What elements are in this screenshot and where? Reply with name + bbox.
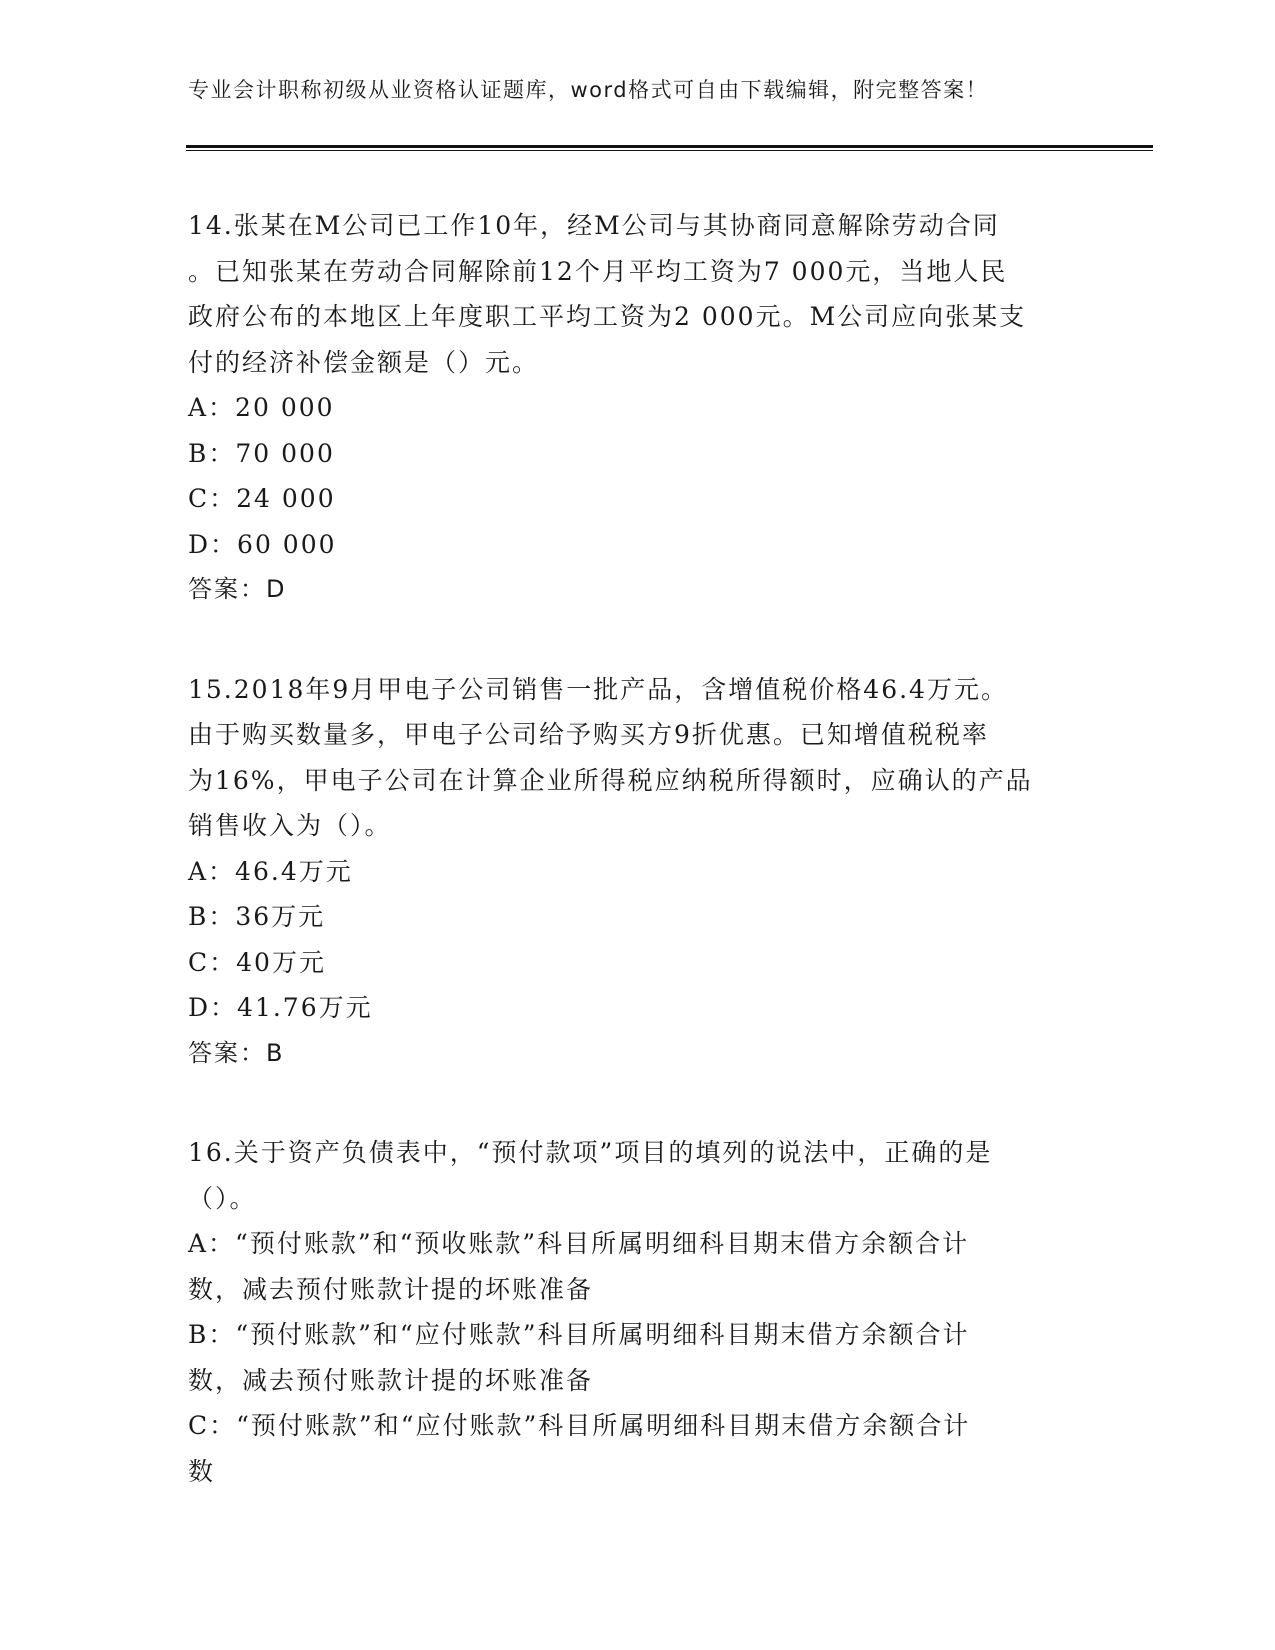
option-d: D：41.76万元 [188, 993, 373, 1022]
stem-line: 。已知张某在劳动合同解除前12个月平均工资为7 000元，当地人民 [188, 256, 1008, 286]
option-b: B：36万元 [188, 902, 326, 931]
stem-line: 15.2018年9月甲电子公司销售一批产品，含增值税价格46.4万元。 [188, 674, 1008, 704]
option-b: B：70 000 [188, 438, 335, 468]
option-d: D：60 000 [188, 529, 337, 559]
answer-label: 答案：D [188, 575, 287, 603]
stem-line: 政府公布的本地区上年度职工平均工资为2 000元。M公司应向张某支 [188, 302, 1027, 331]
option-c-line-1: C：“预付账款”和“应付账款”科目所属明细科目期末借方余额合计 [188, 1411, 971, 1440]
option-b-line-1: B：“预付账款”和“应付账款”科目所属明细科目期末借方余额合计 [188, 1320, 970, 1349]
stem-line: （）。 [188, 1183, 257, 1213]
stem-line: 销售收入为（）。 [188, 811, 392, 840]
question-15 [188, 667, 1088, 1077]
stem-line: 付的经济补偿金额是（）元。 [188, 347, 540, 377]
option-c-line-2: 数 [188, 1456, 216, 1486]
option-a-line-1: A：“预付账款”和“预收账款”科目所属明细科目期末借方余额合计 [188, 1229, 970, 1258]
question-14 [188, 203, 1088, 613]
header-divider-thin [186, 150, 1153, 151]
stem-line: 16.关于资产负债表中，“预付款项”项目的填列的说法中，正确的是 [188, 1138, 993, 1167]
question-list [188, 203, 1088, 1548]
answer-label: 答案：B [188, 1038, 285, 1067]
option-c: C：24 000 [188, 484, 336, 513]
question-stem [188, 203, 1088, 385]
stem-line: 为16%，甲电子公司在计算企业所得税应纳税所得额时，应确认的产品 [188, 765, 1033, 795]
option-b-line-2: 数，减去预付账款计提的坏账准备 [188, 1365, 594, 1395]
option-c: C：40万元 [188, 947, 326, 977]
page-header: 专业会计职称初级从业资格认证题库，word格式可自由下载编辑，附完整答案！ [188, 78, 989, 102]
question-stem [188, 1130, 1088, 1221]
stem-line: 14.张某在M公司已工作10年，经M公司与其协商同意解除劳动合同 [188, 211, 1000, 240]
question-16 [188, 1130, 1088, 1494]
option-a: A：46.4万元 [188, 856, 353, 886]
option-a-line-2: 数，减去预付账款计提的坏账准备 [188, 1274, 594, 1304]
option-a: A：20 000 [188, 393, 335, 422]
question-stem [188, 667, 1088, 849]
stem-line: 由于购买数量多，甲电子公司给予购买方9折优惠。已知增值税税率 [188, 720, 989, 749]
header-divider-thick [186, 145, 1153, 148]
